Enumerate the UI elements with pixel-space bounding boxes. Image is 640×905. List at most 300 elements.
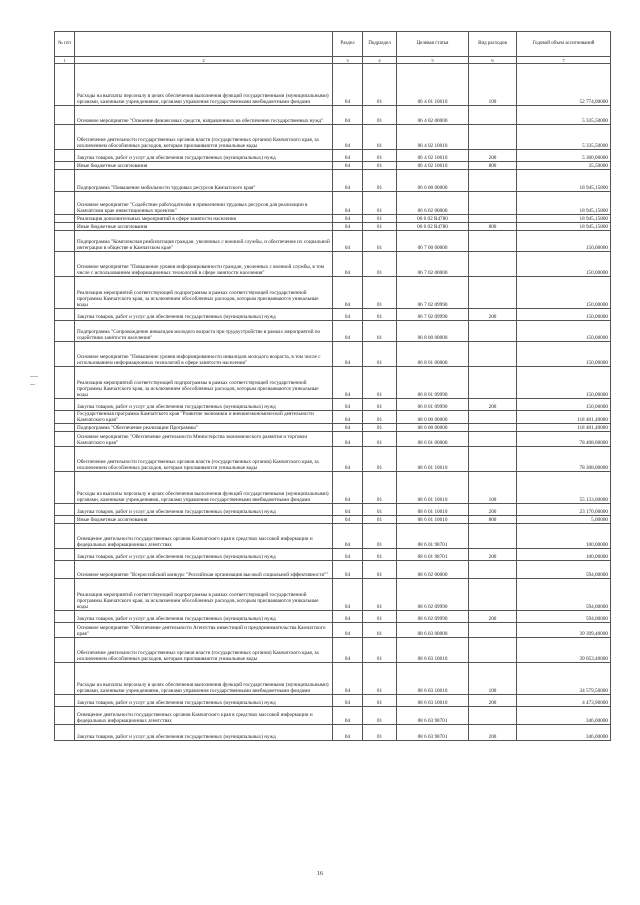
- cell-name: Реализация дополнительных мероприятий в сфере занятости населения: [75, 215, 333, 223]
- cell-name: Основное мероприятие "Содействие работодателям в привлечении трудовых ресурсов для реализации в Камчатском крае инвестиционных проектов": [75, 192, 333, 215]
- cell-target: 06 7 02 00000: [397, 252, 469, 277]
- cell-num: [55, 215, 75, 223]
- cell-name: Освещение деятельности государственных органов Камчатского края в средствах массовой информации и федеральных информационных агентствах: [75, 707, 333, 725]
- cell-name: Иные бюджетные ассигнования: [75, 162, 333, 170]
- cell-section: 04: [333, 524, 363, 549]
- cell-subsection: 01: [363, 411, 397, 424]
- cell-section: 04: [333, 231, 363, 252]
- cell-subsection: 01: [363, 424, 397, 432]
- table-row: [55, 447, 611, 472]
- cell-target: 06 8 01 00000: [397, 342, 469, 367]
- cell-section: 04: [333, 170, 363, 192]
- cell-section: 04: [333, 411, 363, 424]
- cell-amount: 34 579,50000: [517, 663, 611, 695]
- cell-name: Обеспечение деятельности государственных органов власти (государственных органов) Камчатского края, за исключением обособленных расходов, которым присваиваются уникальные коды: [75, 638, 333, 663]
- cell-num: [55, 611, 75, 623]
- cell-amount: 346,00000: [517, 725, 611, 741]
- cell-subsection: 01: [363, 524, 397, 549]
- table-row: [55, 638, 611, 663]
- cell-section: 04: [333, 215, 363, 223]
- table-row: [55, 504, 611, 516]
- cell-name: Иные бюджетные ассигнования: [75, 223, 333, 231]
- cell-subsection: 01: [363, 192, 397, 215]
- cell-subsection: 01: [363, 342, 397, 367]
- margin-mark: [30, 376, 38, 377]
- cell-target: 06 4 02 00000: [397, 106, 469, 125]
- cell-exptype: [469, 215, 517, 223]
- cell-num: [55, 64, 75, 106]
- table-row: [55, 125, 611, 150]
- cell-num: [55, 504, 75, 516]
- header-num: № п/п: [55, 32, 75, 57]
- cell-name: Подпрограмма "Повышение мобильности трудовых ресурсов Камчатского края": [75, 170, 333, 192]
- cell-target: 08 6 01 10010: [397, 516, 469, 524]
- cell-num: [55, 549, 75, 561]
- cell-name: Обеспечение деятельности государственных органов власти (государственных органов) Камчатского края, за исключением обособленных расходов, которым присваиваются уникальные коды: [75, 125, 333, 150]
- table-row: [55, 223, 611, 231]
- cell-num: [55, 579, 75, 611]
- cell-subsection: 01: [363, 561, 397, 579]
- col-number: 5: [397, 57, 469, 64]
- cell-amount: 5 300,00000: [517, 150, 611, 162]
- cell-amount: 100,00000: [517, 549, 611, 561]
- cell-num: [55, 321, 75, 342]
- cell-amount: 18 945,15800: [517, 170, 611, 192]
- cell-num: [55, 192, 75, 215]
- cell-name: Подпрограмма "Обеспечение реализации Программы": [75, 424, 333, 432]
- cell-target: 06 4 01 10010: [397, 64, 469, 106]
- table-row: [55, 411, 611, 424]
- table-row: [55, 424, 611, 432]
- cell-exptype: 100: [469, 663, 517, 695]
- cell-subsection: 01: [363, 504, 397, 516]
- cell-exptype: 200: [469, 695, 517, 707]
- cell-amount: 150,00000: [517, 277, 611, 309]
- cell-name: Подпрограмма "Комплексная реабилитация граждан, уволенных с военной службы, и обеспечение их социальной интеграции в обществе в Камчатском крае": [75, 231, 333, 252]
- cell-exptype: 200: [469, 399, 517, 411]
- cell-name: Закупка товаров, работ и услуг для обеспечения государственных (муниципальных) нужд: [75, 695, 333, 707]
- cell-exptype: 200: [469, 725, 517, 741]
- table-row: [55, 399, 611, 411]
- cell-num: [55, 516, 75, 524]
- cell-exptype: 200: [469, 504, 517, 516]
- cell-amount: 55 133,00000: [517, 472, 611, 504]
- cell-name: Реализация мероприятий соответствующей подпрограммы в рамках соответствующей государственной программы Камчатского края, за исключением обособленных расходов, которым присваиваются уникальные коды: [75, 367, 333, 399]
- cell-target: 08 6 01 98701: [397, 549, 469, 561]
- header-subsection: Подраздел: [363, 32, 397, 57]
- col-number: 4: [363, 57, 397, 64]
- cell-exptype: [469, 707, 517, 725]
- cell-section: 04: [333, 638, 363, 663]
- table-row: [55, 367, 611, 399]
- cell-subsection: 01: [363, 432, 397, 447]
- cell-exptype: [469, 447, 517, 472]
- cell-section: 04: [333, 277, 363, 309]
- cell-name: Закупка товаров, работ и услуг для обеспечения государственных (муниципальных) нужд: [75, 611, 333, 623]
- cell-amount: 150,00000: [517, 231, 611, 252]
- cell-name: Основное мероприятие "Обеспечение деятельности Агентства инвестиций и предпринимательства Камчатского края": [75, 623, 333, 638]
- cell-target: 06 7 02 09990: [397, 309, 469, 321]
- cell-exptype: [469, 524, 517, 549]
- cell-amount: 118 401,40000: [517, 411, 611, 424]
- cell-amount: 23 170,00000: [517, 504, 611, 516]
- cell-exptype: [469, 411, 517, 424]
- header-name: [75, 32, 333, 57]
- cell-exptype: 200: [469, 309, 517, 321]
- cell-name: Закупка товаров, работ и услуг для обеспечения государственных (муниципальных) нужд: [75, 399, 333, 411]
- cell-num: [55, 106, 75, 125]
- table-row: [55, 252, 611, 277]
- cell-section: 04: [333, 223, 363, 231]
- cell-subsection: 01: [363, 231, 397, 252]
- budget-table: [54, 31, 611, 741]
- table-row: [55, 623, 611, 638]
- page-number: 16: [317, 871, 323, 877]
- cell-target: 08 6 02 09990: [397, 579, 469, 611]
- cell-num: [55, 623, 75, 638]
- cell-target: 06 6 02 R4780: [397, 223, 469, 231]
- cell-exptype: 100: [469, 472, 517, 504]
- cell-exptype: 800: [469, 516, 517, 524]
- cell-amount: 150,00000: [517, 342, 611, 367]
- cell-name: Освещение деятельности государственных органов Камчатского края в средствах массовой информации и федеральных информационных агентствах: [75, 524, 333, 549]
- cell-subsection: 01: [363, 277, 397, 309]
- cell-exptype: [469, 192, 517, 215]
- cell-subsection: 01: [363, 125, 397, 150]
- cell-section: 04: [333, 611, 363, 623]
- cell-section: 04: [333, 549, 363, 561]
- cell-subsection: 01: [363, 447, 397, 472]
- table-row: [55, 231, 611, 252]
- cell-amount: 78 408,00000: [517, 432, 611, 447]
- cell-section: 04: [333, 399, 363, 411]
- cell-subsection: 01: [363, 215, 397, 223]
- cell-exptype: 800: [469, 162, 517, 170]
- table-row: [55, 170, 611, 192]
- cell-name: Обеспечение деятельности государственных органов власти (государственных органов) Камчатского края, за исключением обособленных расходов, которым присваиваются уникальные коды: [75, 447, 333, 472]
- cell-target: 08 6 01 98701: [397, 524, 469, 549]
- cell-section: 04: [333, 695, 363, 707]
- cell-num: [55, 424, 75, 432]
- cell-name: Расходы на выплаты персоналу в целях обеспечения выполнения функций государственными (муниципальными) органами, казенными учреждениями, органами управления государственными внебюджетными фондами: [75, 64, 333, 106]
- cell-amount: 5 335,50000: [517, 125, 611, 150]
- cell-exptype: [469, 367, 517, 399]
- cell-subsection: 01: [363, 150, 397, 162]
- cell-section: 04: [333, 192, 363, 215]
- cell-section: 04: [333, 623, 363, 638]
- cell-section: 04: [333, 663, 363, 695]
- table-row: [55, 695, 611, 707]
- cell-subsection: 01: [363, 170, 397, 192]
- cell-name: Иные бюджетные ассигнования: [75, 516, 333, 524]
- cell-amount: 150,00000: [517, 367, 611, 399]
- cell-target: 08 6 01 10010: [397, 447, 469, 472]
- header-target: Целевая статья: [397, 32, 469, 57]
- cell-subsection: 01: [363, 223, 397, 231]
- cell-subsection: 01: [363, 707, 397, 725]
- cell-section: 04: [333, 367, 363, 399]
- cell-target: 08 6 01 10010: [397, 472, 469, 504]
- cell-target: 08 6 03 10010: [397, 663, 469, 695]
- cell-name: Основное мероприятие "Повышение уровня информированности граждан, уволенных с военной службы, в том числе с использованием информационных технологий в сфере занятости населения": [75, 252, 333, 277]
- col-number: 3: [333, 57, 363, 64]
- cell-subsection: 01: [363, 516, 397, 524]
- cell-name: Закупка товаров, работ и услуг для обеспечения государственных (муниципальных) нужд: [75, 549, 333, 561]
- cell-name: Закупка товаров, работ и услуг для обеспечения государственных (муниципальных) нужд: [75, 150, 333, 162]
- cell-amount: 39 053,40000: [517, 638, 611, 663]
- cell-amount: 594,00000: [517, 579, 611, 611]
- cell-name: Основное мероприятие "Обеспечение деятельности Министерства экономического развития и торговли Камчатского края": [75, 432, 333, 447]
- cell-amount: 150,00000: [517, 252, 611, 277]
- cell-subsection: 01: [363, 367, 397, 399]
- cell-exptype: [469, 579, 517, 611]
- cell-exptype: [469, 561, 517, 579]
- cell-amount: 18 945,15800: [517, 192, 611, 215]
- cell-num: [55, 162, 75, 170]
- header-section: Раздел: [333, 32, 363, 57]
- cell-num: [55, 342, 75, 367]
- table-row: [55, 192, 611, 215]
- cell-subsection: 01: [363, 549, 397, 561]
- table-body: [55, 64, 611, 741]
- cell-section: 04: [333, 106, 363, 125]
- cell-section: 04: [333, 252, 363, 277]
- table-row: [55, 516, 611, 524]
- cell-section: 04: [333, 150, 363, 162]
- table-row: [55, 277, 611, 309]
- table-row: [55, 432, 611, 447]
- table-row: [55, 579, 611, 611]
- cell-num: [55, 277, 75, 309]
- cell-section: 04: [333, 64, 363, 106]
- cell-target: 06 4 02 10010: [397, 162, 469, 170]
- cell-amount: 100,00000: [517, 524, 611, 549]
- cell-amount: 150,00000: [517, 399, 611, 411]
- cell-amount: 52 774,00000: [517, 64, 611, 106]
- cell-name: Основное мероприятие "Повышение уровня информированности инвалидов молодого возраста, в том числе с использованием информационных технологий в сфере занятости населения": [75, 342, 333, 367]
- cell-exptype: 200: [469, 150, 517, 162]
- cell-target: 06 8 00 00000: [397, 321, 469, 342]
- cell-exptype: [469, 125, 517, 150]
- cell-amount: 346,00000: [517, 707, 611, 725]
- cell-num: [55, 447, 75, 472]
- cell-section: 04: [333, 504, 363, 516]
- cell-subsection: 01: [363, 638, 397, 663]
- cell-section: 04: [333, 424, 363, 432]
- cell-subsection: 01: [363, 579, 397, 611]
- cell-num: [55, 150, 75, 162]
- cell-target: 08 6 03 00000: [397, 623, 469, 638]
- cell-name: Подпрограмма "Сопровождение инвалидов молодого возраста при трудоустройстве в рамках мероприятий по содействию занятости населения": [75, 321, 333, 342]
- cell-subsection: 01: [363, 399, 397, 411]
- cell-exptype: [469, 277, 517, 309]
- cell-num: [55, 309, 75, 321]
- cell-name: Расходы на выплаты персоналу в целях обеспечения выполнения функций государственными (муниципальными) органами, казенными учреждениями, органами управления государственными внебюджетными фондами: [75, 472, 333, 504]
- cell-amount: 150,00000: [517, 309, 611, 321]
- cell-target: 08 6 03 10010: [397, 638, 469, 663]
- cell-subsection: 01: [363, 321, 397, 342]
- cell-num: [55, 695, 75, 707]
- cell-exptype: [469, 321, 517, 342]
- cell-exptype: [469, 106, 517, 125]
- table-row: [55, 106, 611, 125]
- cell-amount: 5 335,50000: [517, 106, 611, 125]
- cell-num: [55, 252, 75, 277]
- cell-name: Государственная программа Камчатского края "Развитие экономики и внешнеэкономической деятельности Камчатского края": [75, 411, 333, 424]
- cell-target: 08 6 01 10010: [397, 504, 469, 516]
- cell-section: 04: [333, 472, 363, 504]
- cell-num: [55, 707, 75, 725]
- cell-num: [55, 170, 75, 192]
- cell-exptype: [469, 623, 517, 638]
- cell-num: [55, 472, 75, 504]
- cell-exptype: 200: [469, 549, 517, 561]
- cell-exptype: [469, 342, 517, 367]
- table-row: [55, 150, 611, 162]
- cell-name: Закупка товаров, работ и услуг для обеспечения государственных (муниципальных) нужд: [75, 725, 333, 741]
- table-row: [55, 561, 611, 579]
- cell-num: [55, 561, 75, 579]
- cell-subsection: 01: [363, 725, 397, 741]
- cell-section: 04: [333, 447, 363, 472]
- table-row: [55, 524, 611, 549]
- cell-target: 08 6 03 98701: [397, 725, 469, 741]
- header-exptype: Вид расходов: [469, 32, 517, 57]
- cell-amount: 35,50000: [517, 162, 611, 170]
- cell-subsection: 01: [363, 623, 397, 638]
- col-number: 1: [55, 57, 75, 64]
- cell-target: 06 4 02 10010: [397, 125, 469, 150]
- header-amount: Годовой объем ассигнований: [517, 32, 611, 57]
- cell-subsection: 01: [363, 611, 397, 623]
- cell-section: 04: [333, 707, 363, 725]
- cell-exptype: [469, 231, 517, 252]
- cell-section: 04: [333, 579, 363, 611]
- cell-name: Закупка товаров, работ и услуг для обеспечения государственных (муниципальных) нужд: [75, 309, 333, 321]
- cell-section: 04: [333, 432, 363, 447]
- cell-exptype: 800: [469, 223, 517, 231]
- cell-target: 08 6 00 00000: [397, 424, 469, 432]
- cell-name: Основное мероприятие "Всероссийский конкурс "Российская организация высокой социальной эффективности"": [75, 561, 333, 579]
- cell-subsection: 01: [363, 663, 397, 695]
- cell-num: [55, 411, 75, 424]
- cell-amount: 78 308,00000: [517, 447, 611, 472]
- cell-section: 04: [333, 321, 363, 342]
- cell-target: 08 0 00 00000: [397, 411, 469, 424]
- cell-subsection: 01: [363, 252, 397, 277]
- table-row: [55, 162, 611, 170]
- cell-amount: 18 945,15800: [517, 215, 611, 223]
- cell-name: Основное мероприятие "Освоение финансовых средств, направленных на обеспечение государственных нужд": [75, 106, 333, 125]
- cell-num: [55, 223, 75, 231]
- cell-exptype: 100: [469, 64, 517, 106]
- cell-target: 06 4 02 10010: [397, 150, 469, 162]
- table-row: [55, 309, 611, 321]
- cell-name: Расходы на выплаты персоналу в целях обеспечения выполнения функций государственными (муниципальными) органами, казенными учреждениями, органами управления государственными внебюджетными фондами: [75, 663, 333, 695]
- cell-target: 06 6 02 00000: [397, 192, 469, 215]
- cell-section: 04: [333, 309, 363, 321]
- cell-num: [55, 432, 75, 447]
- table-row: [55, 215, 611, 223]
- table-row: [55, 725, 611, 741]
- cell-section: 04: [333, 162, 363, 170]
- table-row: [55, 663, 611, 695]
- cell-num: [55, 125, 75, 150]
- cell-exptype: [469, 432, 517, 447]
- cell-amount: 594,00000: [517, 561, 611, 579]
- cell-amount: 4 473,90000: [517, 695, 611, 707]
- cell-subsection: 01: [363, 64, 397, 106]
- cell-subsection: 01: [363, 162, 397, 170]
- margin-mark: [30, 384, 35, 385]
- cell-subsection: 01: [363, 309, 397, 321]
- cell-target: 08 6 03 10010: [397, 695, 469, 707]
- cell-amount: 594,00000: [517, 611, 611, 623]
- column-number-row: [55, 57, 611, 64]
- cell-subsection: 01: [363, 695, 397, 707]
- cell-target: 08 6 02 09990: [397, 611, 469, 623]
- cell-num: [55, 399, 75, 411]
- cell-exptype: [469, 170, 517, 192]
- cell-num: [55, 725, 75, 741]
- table-row: [55, 707, 611, 725]
- cell-amount: 39 399,40000: [517, 623, 611, 638]
- cell-target: 06 6 00 00000: [397, 170, 469, 192]
- cell-target: 08 6 01 00000: [397, 432, 469, 447]
- cell-section: 04: [333, 561, 363, 579]
- cell-amount: 5,00000: [517, 516, 611, 524]
- cell-num: [55, 638, 75, 663]
- cell-name: Закупка товаров, работ и услуг для обеспечения государственных (муниципальных) нужд: [75, 504, 333, 516]
- cell-exptype: 200: [469, 611, 517, 623]
- table-row: [55, 549, 611, 561]
- cell-exptype: [469, 424, 517, 432]
- cell-target: 06 6 02 R4780: [397, 215, 469, 223]
- cell-name: Реализация мероприятий соответствующей подпрограммы в рамках соответствующей государственной программы Камчатского края, за исключением обособленных расходов, которым присваиваются уникальные коды: [75, 579, 333, 611]
- table-row: [55, 342, 611, 367]
- cell-target: 06 7 02 09990: [397, 277, 469, 309]
- cell-target: 06 8 01 09990: [397, 367, 469, 399]
- cell-subsection: 01: [363, 106, 397, 125]
- cell-section: 04: [333, 125, 363, 150]
- cell-target: 08 6 03 98701: [397, 707, 469, 725]
- cell-num: [55, 231, 75, 252]
- cell-subsection: 01: [363, 472, 397, 504]
- cell-amount: 118 401,40000: [517, 424, 611, 432]
- cell-section: 04: [333, 342, 363, 367]
- cell-section: 04: [333, 516, 363, 524]
- col-number: 7: [517, 57, 611, 64]
- cell-target: 06 7 00 00000: [397, 231, 469, 252]
- cell-target: 06 8 01 09990: [397, 399, 469, 411]
- cell-exptype: [469, 638, 517, 663]
- table-row: [55, 321, 611, 342]
- cell-exptype: [469, 252, 517, 277]
- col-number: 6: [469, 57, 517, 64]
- cell-num: [55, 663, 75, 695]
- cell-target: 08 6 02 00000: [397, 561, 469, 579]
- cell-amount: 18 945,15800: [517, 223, 611, 231]
- cell-name: Реализация мероприятий соответствующей подпрограммы в рамках соответствующей государственной программы Камчатского края, за исключением обособленных расходов, которым присваиваются уникальные коды: [75, 277, 333, 309]
- cell-num: [55, 524, 75, 549]
- table-row: [55, 472, 611, 504]
- cell-section: 04: [333, 725, 363, 741]
- cell-amount: 150,00000: [517, 321, 611, 342]
- table-header-row: [55, 32, 611, 57]
- table-row: [55, 611, 611, 623]
- col-number: 2: [75, 57, 333, 64]
- table-row: [55, 64, 611, 106]
